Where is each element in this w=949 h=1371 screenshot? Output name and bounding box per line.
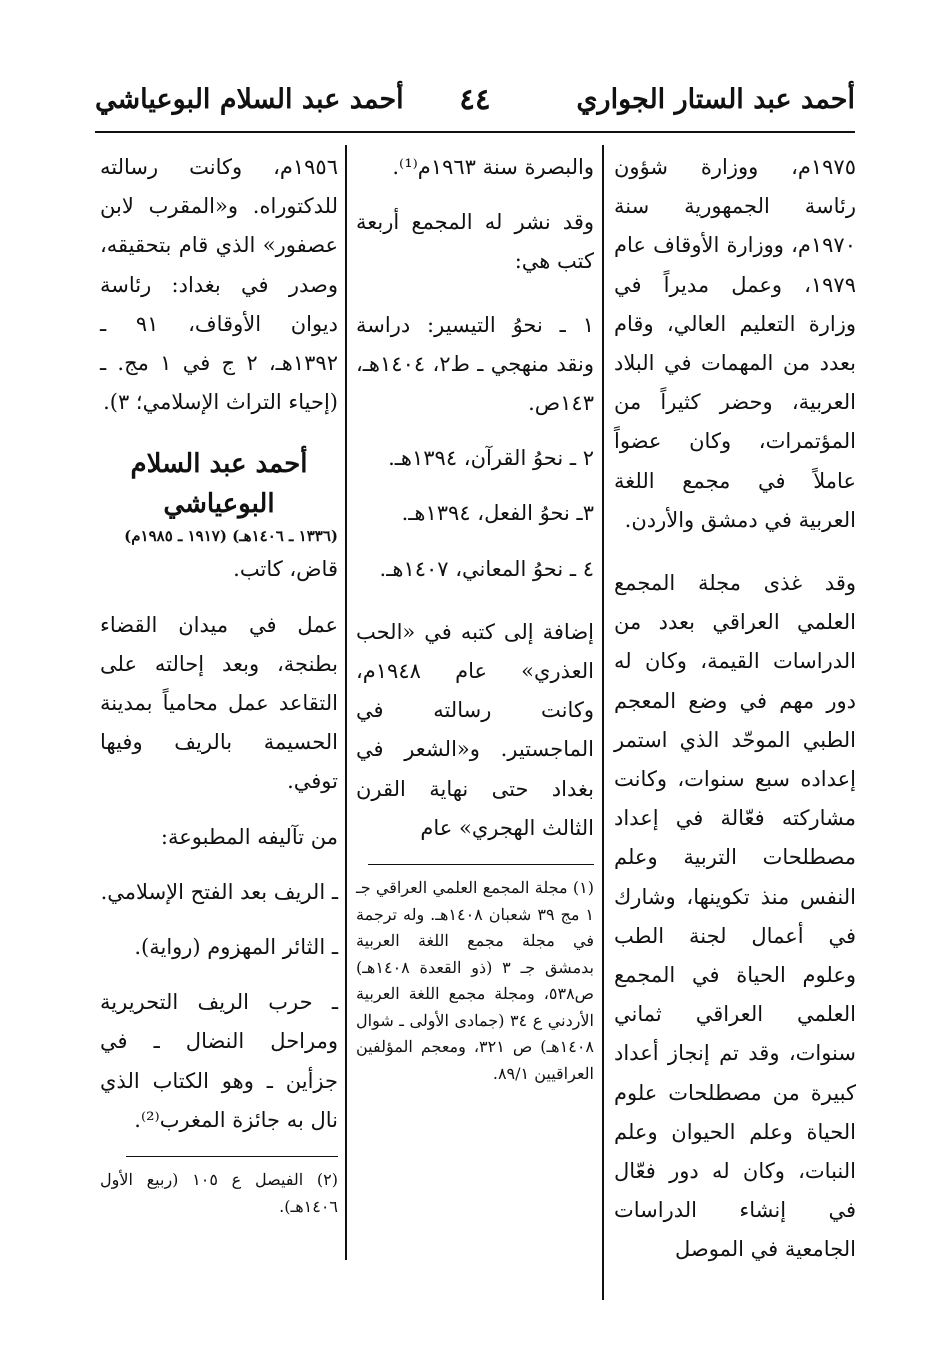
paragraph: من تآليفه المطبوعة: (160, 824, 338, 849)
book-list-item: ـ الثائر المهزوم (رواية). (134, 935, 338, 960)
paragraph: إضافة إلى كتبه في «الحب العذري» عام ١٩٤٨م، وكانت رسالته في الماجستير. و«الشعر في بغداد حتى نهاية القرن الثالث الهجري» عام (356, 619, 594, 840)
column-middle (356, 148, 594, 1087)
running-title-left: أحمد عبد السلام البوعياشي (95, 84, 404, 115)
book-list-item: ـ الريف بعد الفتح الإسلامي. (100, 879, 338, 904)
footnote: (١) مجلة المجمع العلمي العراقي جـ ١ مج ٣٩ شعبان ١٤٠٨هـ. وله ترجمة في مجلة مجمع اللغة العربية بدمشق جـ ٣ (ذو القعدة ١٤٠٨هـ) ص٥٣٨، ومجلة مجمع اللغة العربية الأردني ع ٣٤ (جمادى الأولى ـ شوال ١٤٠٨هـ) ص ٣٢١، ومعجم المؤلفين العراقيين ٨٩/١. (356, 878, 595, 1083)
paragraph: وقد غذى مجلة المجمع العلمي العراقي بعدد من الدراسات القيمة، وكان له دور مهم في وضع المعجم الطبي الموحّد الذي استمر إعداده سبع سنوات، وكانت مشاركته فعّالة في إعداد مصطلحات التربية وعلم النفس منذ تكوينها، وشارك في أعمال لجنة الطب وعلوم الحياة في المجمع العلمي العراقي ثماني سنوات، وقد تم إنجاز أعداد كبيرة من مصطلحات علوم الحياة وعلم الحيوان وعلم النبات، وكان له دور فعّال في إنشاء الدراسات الجامعية في الموصل (614, 571, 856, 1262)
book-list-item: ـ حرب الريف التحريرية ومراحل النضال ـ في جزأين ـ وهو الكتاب الذي نال به جائزة المغرب⁽²⁾. (100, 990, 338, 1132)
paragraph: ١٩٥٦م، وكانت رسالته للدكتوراه. و«المقرب لابن عصفور» الذي قام بتحقيقه، وصدر في بغداد: رئاسة ديوان الأوقاف، ٩١ ـ ١٣٩٢هـ، ٢ ج في ١ مج. ـ (إحياء التراث الإسلامي؛ ٣). (100, 155, 339, 415)
paragraph: عمل في ميدان القضاء بطنجة، وبعد إحالته على التقاعد عمل محامياً بمدينة الحسيمة بالريف وفيها توفي. (100, 612, 338, 794)
book-list-item: ٤ ـ نحوُ المعاني، ١٤٠٧هـ. (379, 556, 594, 581)
running-title-right: أحمد عبد الستار الجواري (576, 84, 855, 115)
entry-title: أحمد عبد السلام البوعياشي (130, 449, 308, 520)
page-number: ٤٤ (459, 82, 491, 116)
paragraph: والبصرة سنة ١٩٦٣م⁽¹⁾. (392, 155, 594, 179)
book-list-item: ٢ ـ نحوُ القرآن، ١٣٩٤هـ. (388, 446, 594, 471)
column-left (100, 148, 338, 1220)
footnote-rule (126, 1156, 338, 1157)
paragraph: ١٩٧٥م، ووزارة شؤون رئاسة الجمهورية سنة ١٩٧٠م، ووزارة الأوقاف عام ١٩٧٩، وعمل مديراً في وزارة التعليم العالي، وقام بعدد من المهمات في البلاد العربية، وحضر كثيراً من المؤتمرات، وكان عضواً عاملاً في مجمع اللغة العربية في دمشق والأردن. (614, 155, 856, 532)
paragraph: وقد نشر له المجمع أربعة كتب هي: (356, 210, 594, 274)
column-divider-left (345, 145, 347, 1260)
footnote: (٢) الفيصل ع ١٠٥ (ربيع الأول ١٤٠٦هـ). (100, 1170, 339, 1216)
page-header (95, 84, 855, 128)
column-right (614, 148, 856, 1270)
footnote-rule (368, 864, 594, 865)
column-divider-right (602, 145, 604, 1300)
entry-dates: (١٣٣٦ ـ ١٤٠٦هـ) (١٩١٧ ـ ١٩٨٥م) (124, 527, 338, 546)
book-list-item: ٣ـ نحوُ الفعل، ١٣٩٤هـ. (401, 501, 594, 526)
header-rule (95, 131, 855, 133)
entry-occupation: قاض، كاتب. (233, 557, 338, 582)
book-list-item: ١ ـ نحوُ التيسير: دراسة ونقد منهجي ـ ط٢، ١٤٠٤هـ، ١٤٣ص. (356, 312, 594, 416)
